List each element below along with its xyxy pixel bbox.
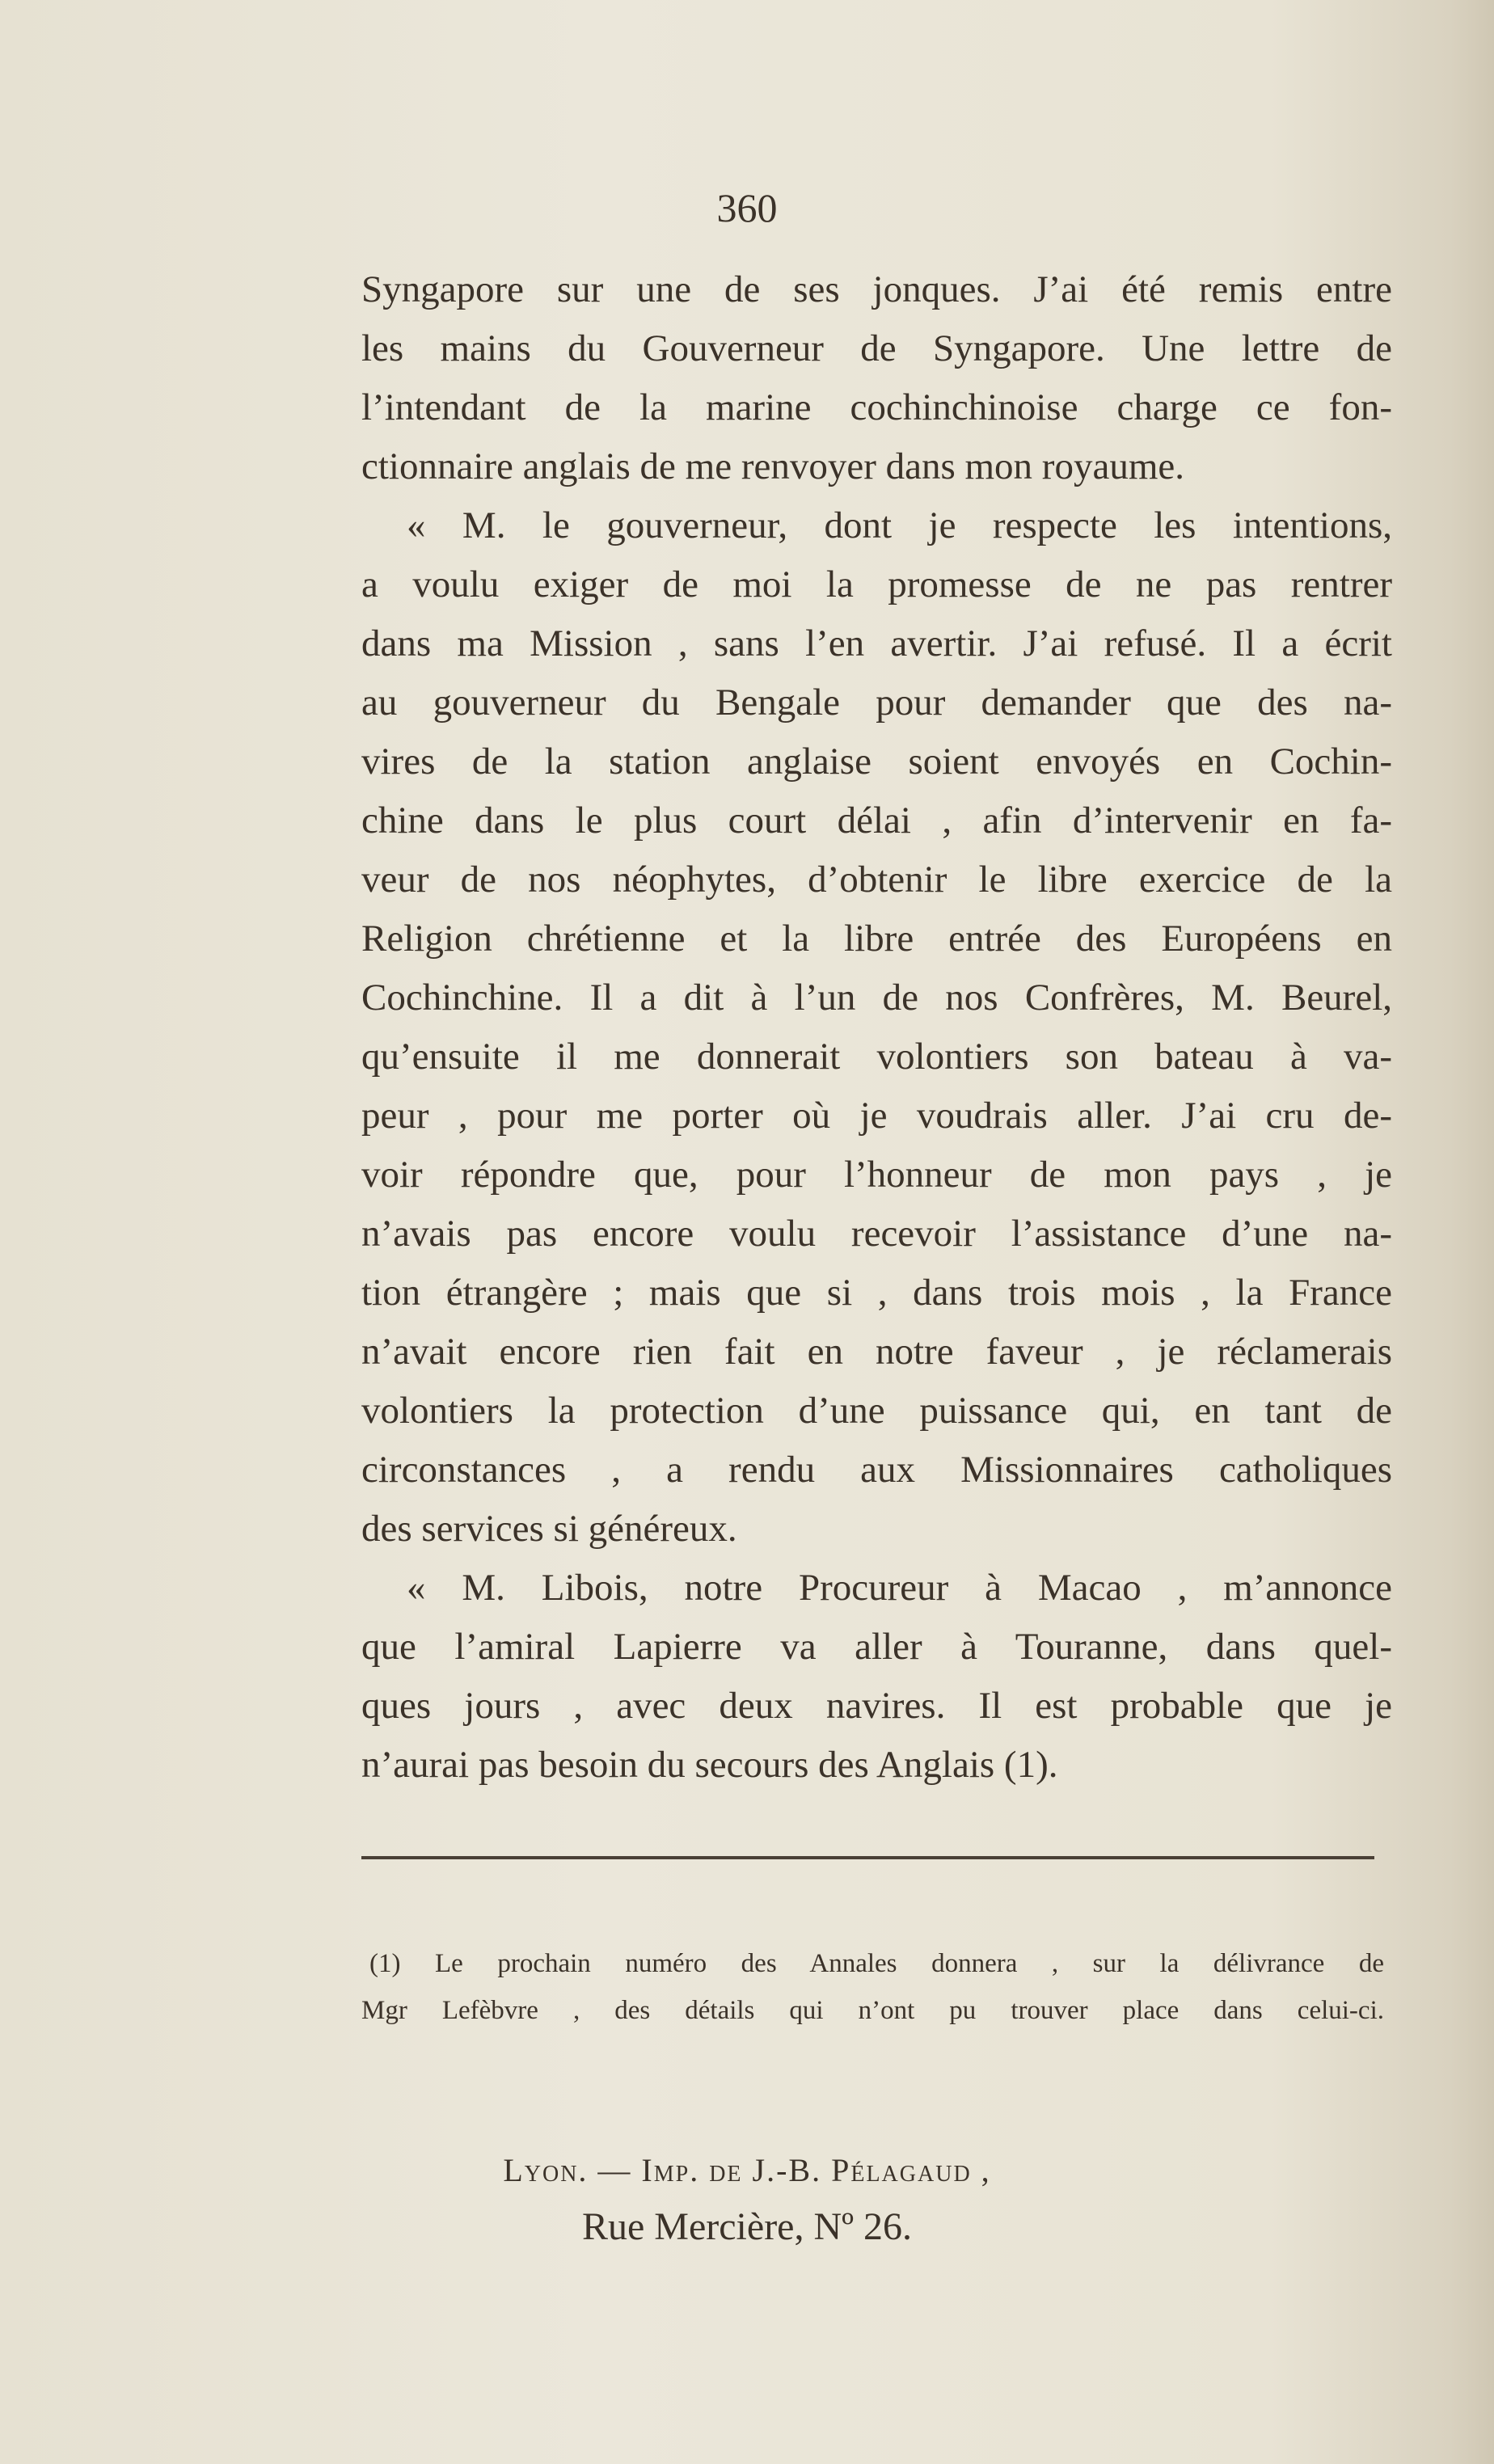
text-line: au gouverneur du Bengale pour demander que des na-: [361, 681, 1392, 724]
text-line: chine dans le plus court délai , afin d’intervenir en fa-: [361, 800, 1392, 842]
text-line: « M. Libois, notre Procureur à Macao , m’annonce: [407, 1567, 1392, 1609]
text-line: Syngapore sur une de ses jonques. J’ai été remis entre: [361, 268, 1392, 310]
text-line: ctionnaire anglais de me renvoyer dans mon royaume.: [361, 445, 1184, 487]
text-line: « M. le gouverneur, dont je respecte les intentions,: [407, 504, 1392, 546]
text-line: l’intendant de la marine cochinchinoise charge ce fon-: [361, 386, 1392, 428]
text-line: Religion chrétienne et la libre entrée des Européens en: [361, 918, 1392, 960]
text-line: dans ma Mission , sans l’en avertir. J’ai refusé. Il a écrit: [361, 622, 1392, 665]
footnote-line: Mgr Lefèbvre , des détails qui n’ont pu trouver place dans celui-ci.: [361, 1996, 1384, 2025]
text-line: n’avais pas encore voulu recevoir l’assistance d’une na-: [361, 1213, 1392, 1255]
body-text: [361, 260, 1392, 1795]
text-line: volontiers la protection d’une puissance qui, en tant de: [361, 1390, 1392, 1432]
text-line: tion étrangère ; mais que si , dans trois mois , la France: [361, 1272, 1392, 1314]
imprint-printer: Lyon. — Imp. de J.-B. Pélagaud ,: [503, 2152, 991, 2188]
footnote-line: (1) Le prochain numéro des Annales donnera , sur la délivrance de: [369, 1949, 1384, 1978]
text-line: voir répondre que, pour l’honneur de mon pays , je: [361, 1154, 1392, 1196]
text-line: n’avait encore rien fait en notre faveur , je réclamerais: [361, 1331, 1392, 1373]
text-line: ques jours , avec deux navires. Il est probable que je: [361, 1685, 1392, 1727]
text-line: les mains du Gouverneur de Syngapore. Une lettre de: [361, 327, 1392, 369]
text-line: vires de la station anglaise soient envoyés en Cochin-: [361, 740, 1392, 783]
text-line: peur , pour me porter où je voudrais aller. J’ai cru de-: [361, 1095, 1392, 1137]
text-line: circonstances , a rendu aux Missionnaires catholiques: [361, 1449, 1392, 1491]
text-line: que l’amiral Lapierre va aller à Touranne, dans quel-: [361, 1626, 1392, 1668]
text-line: Cochinchine. Il a dit à l’un de nos Confrères, M. Beurel,: [361, 977, 1392, 1019]
page-number: 360: [716, 185, 778, 230]
imprint: [0, 2142, 1494, 2255]
imprint-address: Rue Mercière, Nº 26.: [581, 2205, 913, 2248]
footnote: [361, 1940, 1384, 2034]
text-line: des services si généreux.: [361, 1508, 737, 1550]
text-line: qu’ensuite il me donnerait volontiers son bateau à va-: [361, 1036, 1392, 1078]
text-line: n’aurai pas besoin du secours des Anglais (1).: [361, 1744, 1058, 1786]
footnote-rule: [361, 1856, 1374, 1859]
text-line: a voulu exiger de moi la promesse de ne pas rentrer: [361, 563, 1392, 605]
text-line: veur de nos néophytes, d’obtenir le libre exercice de la: [361, 859, 1392, 901]
